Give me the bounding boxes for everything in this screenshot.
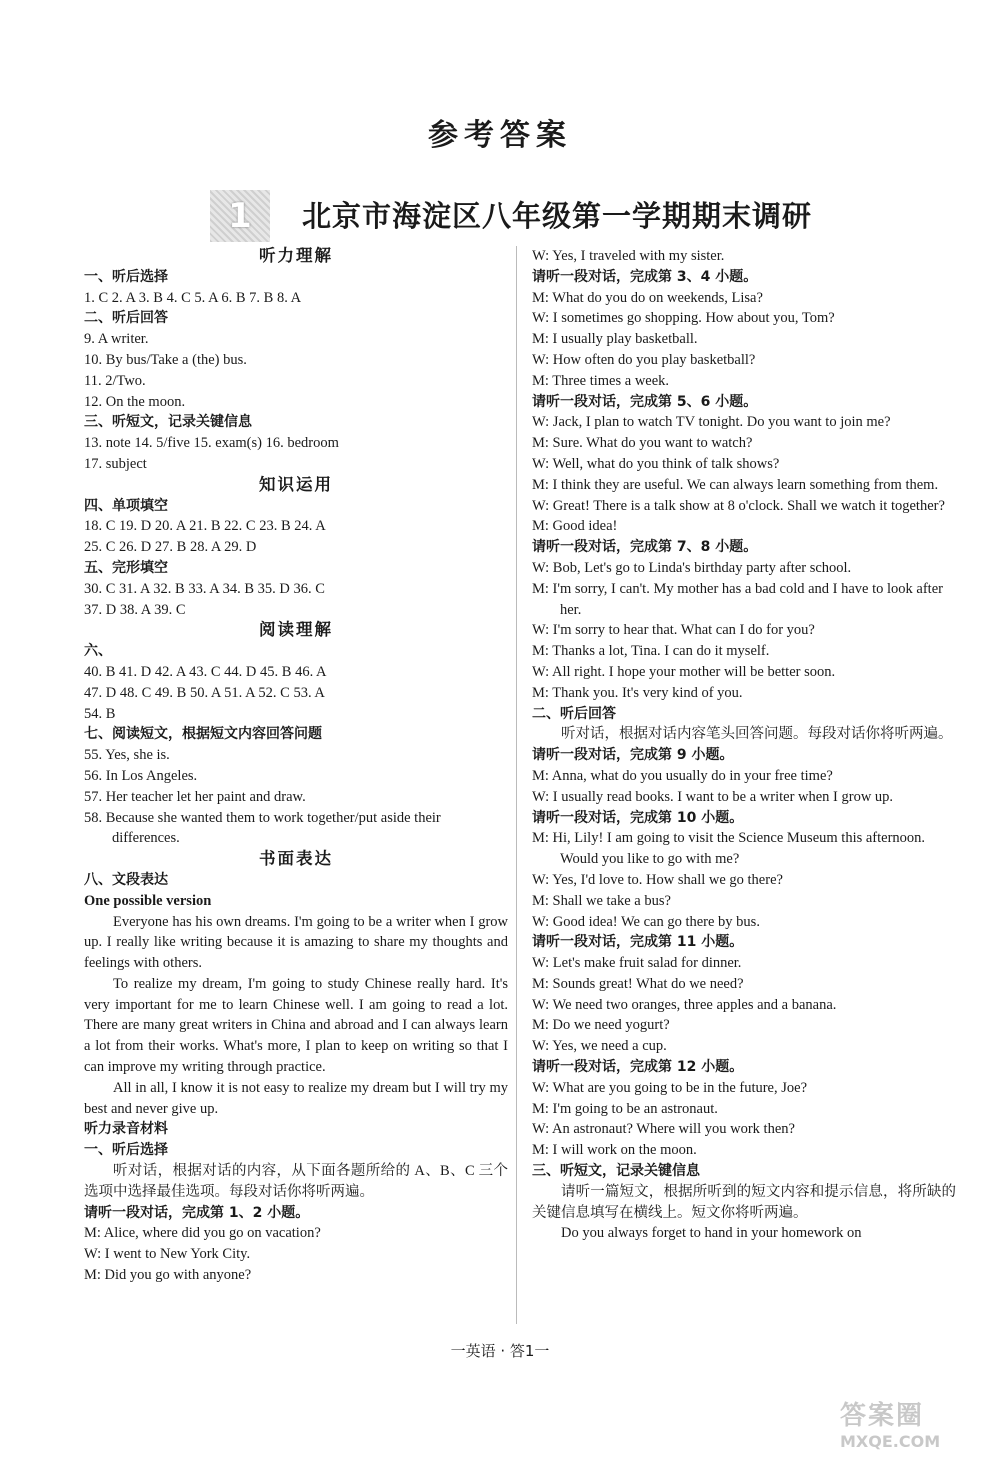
dialogue-heading: 请听一段对话，完成第 11 小题。 (532, 934, 744, 951)
dialogue-line: M: Alice, where did you go on vacation? (84, 1225, 321, 1242)
answer-line: 37. D 38. A 39. C (84, 601, 186, 618)
dialogue-line: W: I sometimes go shopping. How about you, Tom? (532, 310, 835, 327)
answer-line: 58. Because she wanted them to work together/put aside their differences. (84, 809, 441, 847)
part-heading: 四、单项填空 (84, 497, 168, 514)
answer-line: 54. B (84, 705, 116, 722)
answer-line: 12. On the moon. (84, 393, 186, 410)
dialogue-line: M: Do we need yogurt? (532, 1017, 670, 1034)
dialogue-line: W: All right. I hope your mother will be better soon. (532, 663, 836, 680)
dialogue-line: W: What are you going to be in the future, Joe? (532, 1079, 808, 1096)
dialogue-line: W: Let's make fruit salad for dinner. (532, 955, 742, 972)
answer-line: 17. subject (84, 455, 147, 472)
dialogue-line: W: Bob, Let's go to Linda's birthday party after school. (532, 559, 852, 576)
answer-line: 30. C 31. A 32. B 33. A 34. B 35. D 36. C (84, 580, 325, 597)
dialogue-line: M: Three times a week. (532, 372, 670, 389)
dialogue-heading: 请听一段对话，完成第 7、8 小题。 (532, 539, 758, 556)
answer-line: 1. C 2. A 3. B 4. C 5. A 6. B 7. B 8. A (84, 289, 302, 306)
dialogue-heading: 请听一段对话，完成第 10 小题。 (532, 809, 744, 826)
answer-line: 40. B 41. D 42. A 43. C 44. D 45. B 46. A (84, 663, 327, 680)
dialogue-line: M: Thank you. It's very kind of you. (532, 684, 743, 701)
dialogue-line: M: Sure. What do you want to watch? (532, 435, 753, 452)
instructions: 请听一篇短文，根据所听到的短文内容和提示信息，将所缺的关键信息填写在横线上。短文你将听两遍。 (532, 1183, 956, 1221)
dialogue-line: M: Shall we take a bus? (532, 892, 671, 909)
dialogue-line: W: Well, what do you think of talk shows? (532, 455, 780, 472)
watermark-url: MXQE.COM (840, 1432, 941, 1451)
answer-line: 57. Her teacher let her paint and draw. (84, 788, 306, 805)
answer-line: 56. In Los Angeles. (84, 767, 198, 784)
part-heading: 六、 (84, 643, 112, 660)
essay-paragraph: To realize my dream, I'm going to study Chinese really hard. It's very important for me to learn Chinese well. I am going to read a lot. There are many great writers in China and abroad and I can always learn a lot from their works. What's more, I plan to keep on writing so that I can improve my writing through practice. (84, 975, 508, 1076)
dialogue-heading: 请听一段对话，完成第 5、6 小题。 (532, 393, 758, 410)
part-heading: 一、听后选择 (84, 268, 168, 285)
right-column (532, 246, 956, 1244)
dialogue-heading: 请听一段对话，完成第 9 小题。 (532, 747, 734, 764)
dialogue-line: M: Thanks a lot, Tina. I can do it myself. (532, 643, 770, 660)
dialogue-line: W: Good idea! We can go there by bus. (532, 913, 760, 930)
part-heading: 五、完形填空 (84, 559, 168, 576)
answer-line: 10. By bus/Take a (the) bus. (84, 351, 247, 368)
dialogue-line: M: I'm going to be an astronaut. (532, 1100, 718, 1117)
watermark (840, 1395, 990, 1470)
dialogue-line: W: Yes, I'd love to. How shall we go there? (532, 871, 783, 888)
left-column (84, 246, 508, 1286)
transcript-heading: 听力录音材料 (84, 1121, 168, 1138)
part-heading: 二、听后回答 (532, 705, 616, 722)
column-divider (516, 246, 517, 1324)
dialogue-heading: 请听一段对话，完成第 12 小题。 (532, 1059, 744, 1076)
dialogue-heading: 请听一段对话，完成第 1、2 小题。 (84, 1204, 310, 1221)
section-heading: 知识运用 (259, 474, 333, 494)
instructions: 听对话，根据对话内容笔头回答问题。每段对话你将听两遍。 (561, 726, 953, 743)
exam-number-badge: 1 (210, 190, 270, 242)
dialogue-line: M: I'm sorry, I can't. My mother has a bad cold and I have to look after her. (532, 580, 943, 618)
part-heading: 七、阅读短文，根据短文内容回答问题 (84, 726, 322, 743)
dialogue-line: W: Jack, I plan to watch TV tonight. Do you want to join me? (532, 414, 891, 431)
part-heading: 三、听短文，记录关键信息 (84, 414, 252, 431)
dialogue-line: M: I usually play basketball. (532, 331, 698, 348)
exam-title: 北京市海淀区八年级第一学期期末调研 (302, 199, 813, 233)
answer-line: 55. Yes, she is. (84, 747, 170, 764)
essay-paragraph: All in all, I know it is not easy to realize my dream but I will try my best and never give up. (84, 1079, 508, 1117)
dialogue-line: M: Hi, Lily! I am going to visit the Science Museum this afternoon. Would you like to go with me? (532, 830, 926, 868)
version-label: One possible version (84, 892, 212, 909)
answer-line: 13. note 14. 5/five 15. exam(s) 16. bedroom (84, 435, 339, 452)
page-footer: 一英语 · 答1一 (450, 1342, 550, 1360)
dialogue-line: M: Did you go with anyone? (84, 1267, 252, 1284)
part-heading: 三、听短文，记录关键信息 (532, 1163, 700, 1180)
part-heading: 二、听后回答 (84, 310, 168, 327)
part-heading: 一、听后选择 (84, 1142, 168, 1159)
dialogue-line: W: How often do you play basketball? (532, 351, 756, 368)
dialogue-line: W: Great! There is a talk show at 8 o'clock. Shall we watch it together? (532, 497, 945, 514)
answer-line: 9. A writer. (84, 331, 149, 348)
section-heading: 阅读理解 (259, 620, 333, 640)
answer-line: 18. C 19. D 20. A 21. B 22. C 23. B 24. A (84, 518, 326, 535)
dialogue-line: M: What do you do on weekends, Lisa? (532, 289, 763, 306)
dialogue-line: W: We need two oranges, three apples and a banana. (532, 996, 837, 1013)
section-heading: 书面表达 (259, 849, 333, 869)
instructions: 听对话，根据对话的内容，从下面各题所给的 A、B、C 三个选项中选择最佳选项。每段对话你将听两遍。 (84, 1163, 508, 1200)
dialogue-line: W: Yes, I traveled with my sister. (532, 248, 725, 264)
section-heading: 听力理解 (259, 246, 333, 265)
dialogue-line: W: An astronaut? Where will you work then? (532, 1121, 795, 1138)
dialogue-line: M: I think they are useful. We can always learn something from them. (532, 476, 939, 493)
passage-text: Do you always forget to hand in your homework on (561, 1225, 862, 1242)
watermark-logo: 答案圈 (840, 1401, 925, 1431)
answer-line: 25. C 26. D 27. B 28. A 29. D (84, 539, 257, 556)
dialogue-line: W: I'm sorry to hear that. What can I do for you? (532, 622, 815, 639)
answer-line: 11. 2/Two. (84, 372, 146, 389)
part-heading: 八、文段表达 (84, 871, 168, 888)
dialogue-line: M: I will work on the moon. (532, 1142, 697, 1159)
page-title: 参考答案 (428, 118, 572, 153)
exam-header (210, 190, 850, 246)
dialogue-heading: 请听一段对话，完成第 3、4 小题。 (532, 268, 758, 285)
dialogue-line: M: Sounds great! What do we need? (532, 975, 744, 992)
essay-paragraph: Everyone has his own dreams. I'm going to be a writer when I grow up. I really like writing because it is amazing to share my thoughts and feelings with others. (84, 913, 508, 972)
dialogue-line: M: Anna, what do you usually do in your free time? (532, 767, 833, 784)
dialogue-line: W: I went to New York City. (84, 1246, 251, 1263)
dialogue-line: M: Good idea! (532, 518, 618, 535)
dialogue-line: W: I usually read books. I want to be a writer when I grow up. (532, 788, 894, 805)
dialogue-line: W: Yes, we need a cup. (532, 1038, 667, 1055)
answer-line: 47. D 48. C 49. B 50. A 51. A 52. C 53. A (84, 684, 325, 701)
